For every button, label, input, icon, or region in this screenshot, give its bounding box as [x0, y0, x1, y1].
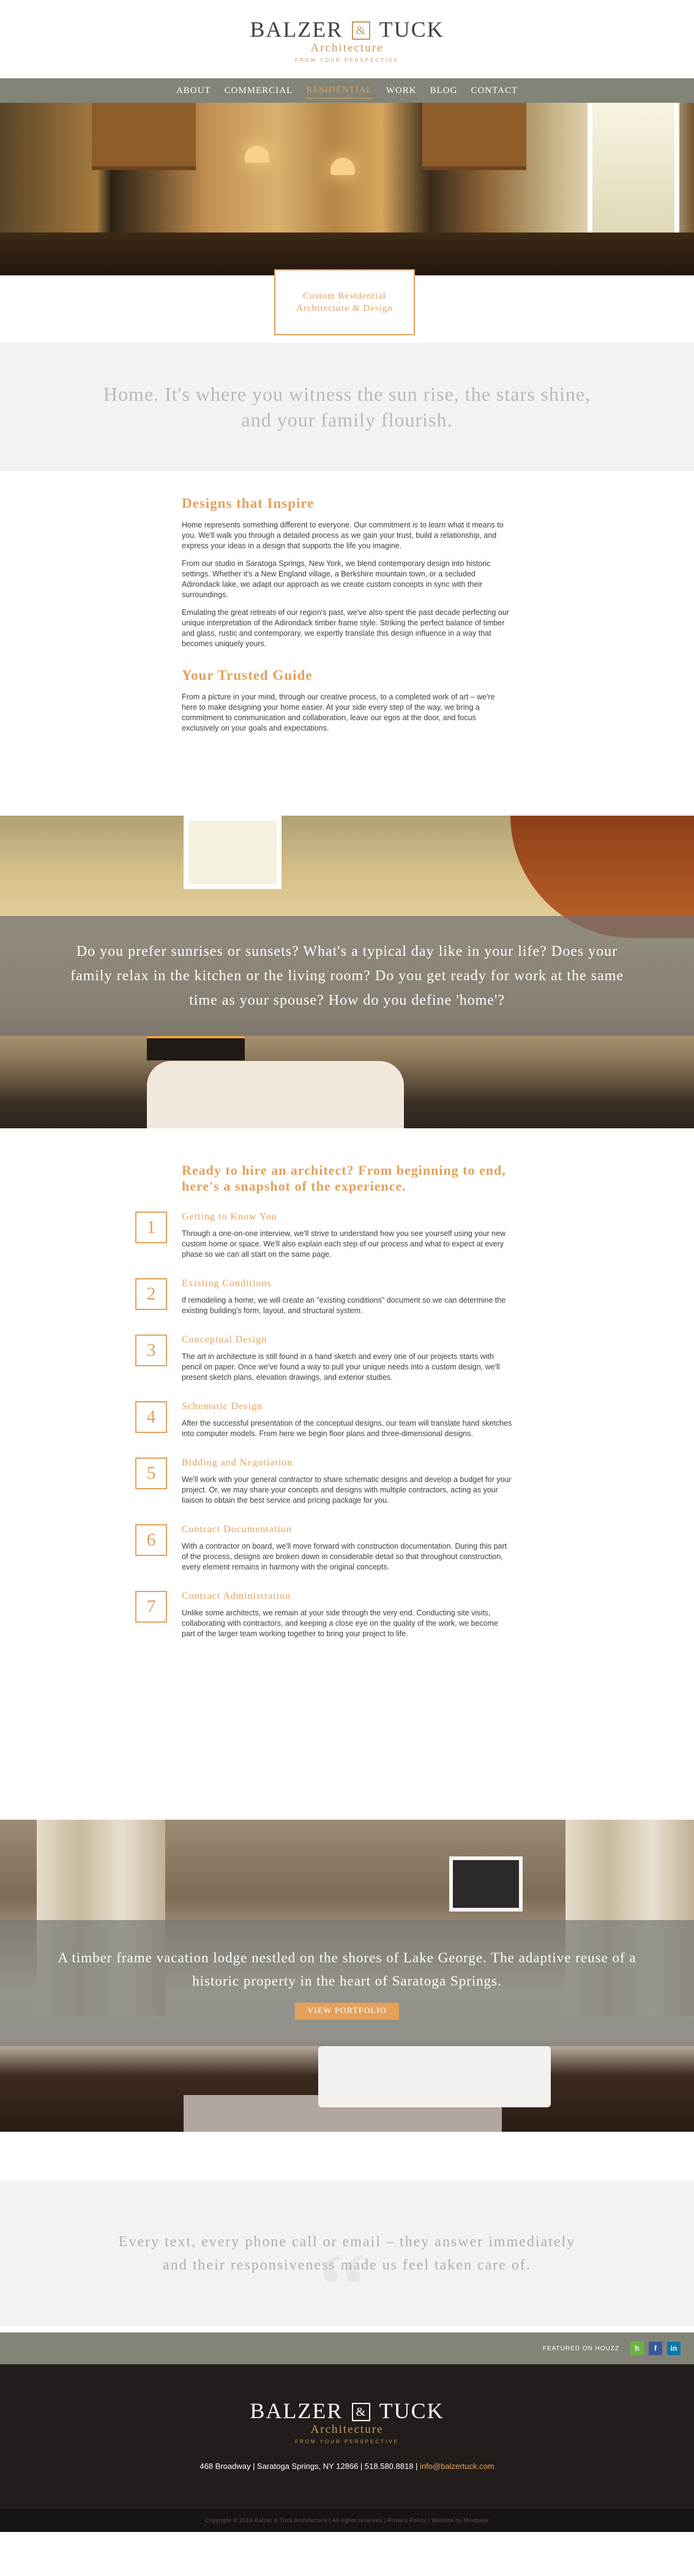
pendant-light — [330, 158, 355, 175]
hero-badge-text: Custom Residential Architecture & Design — [296, 291, 393, 313]
bed — [318, 2046, 551, 2107]
quote-mark-icon: “ — [318, 2230, 367, 2351]
step-title: Existing Conditions — [182, 1278, 272, 1289]
tagline-section — [0, 343, 694, 471]
trusted-guide-heading: Your Trusted Guide — [182, 668, 313, 683]
logo-name-right: TUCK — [379, 17, 444, 42]
step-text: We'll work with your general contractor to share schematic designs and develop a budget for your project. Or, we may share your concepts and designs with multiple contractors, acting as your liaison to obtain the best service and pricing package for you. — [182, 1475, 512, 1505]
step-title: Schematic Design — [182, 1401, 263, 1412]
nav-blog[interactable]: BLOG — [430, 85, 458, 95]
portfolio-overlay — [0, 1920, 694, 2046]
process-step — [146, 1212, 512, 1260]
fireplace — [147, 1036, 245, 1060]
nav-residential[interactable]: RESIDENTIAL — [306, 83, 373, 99]
address-text: 468 Broadway | Saratoga Springs, NY 12866 | 518.580.8818 | — [200, 2462, 418, 2471]
nav-work[interactable]: WORK — [386, 85, 417, 95]
featured-on-houzz: FEATURED ON HOUZZ — [542, 2345, 619, 2352]
process-step — [146, 1401, 512, 1439]
process-step — [146, 1457, 512, 1506]
step-text: The art in architecture is still found in a hand sketch and every one of our projects starts with pencil on paper. Once we've found a way to pull your unique needs into a custom design, we'll present sketch plans, elevation drawings, and exterior studies. — [182, 1352, 500, 1382]
hero-badge-wrap — [0, 275, 694, 343]
logo-name-left: BALZER — [250, 2399, 343, 2423]
nav-about[interactable]: ABOUT — [176, 85, 211, 95]
logo-subtitle: Architecture — [310, 42, 384, 54]
footer-logo-subtitle: Architecture — [310, 2423, 384, 2436]
step-text: Unlike some architects, we remain at your side through the very end. Conducting site visits, collaborating with contractors, and keeping a close eye on the quality of the work, we become part of the larger team working together to bring your project to life. — [182, 1609, 498, 1638]
site-header — [0, 0, 694, 78]
hero-badge — [274, 269, 415, 335]
quote-overlay — [0, 916, 694, 1036]
step-number: 7 — [135, 1591, 167, 1623]
step-number: 3 — [135, 1335, 167, 1366]
step-title: Bidding and Negotiation — [182, 1457, 293, 1468]
portfolio-text: A timber frame vacation lodge nestled on the shores of Lake George. The adaptive reuse of a historic property in the heart of Saratoga Springs. — [58, 1950, 636, 1989]
logo-tagline: FROM YOUR PERSPECTIVE — [295, 58, 399, 63]
email-link[interactable]: info@balzertuck.com — [420, 2462, 494, 2471]
site-footer — [0, 2364, 694, 2509]
living-room-photo — [0, 816, 694, 1128]
step-title: Conceptual Design — [182, 1335, 267, 1345]
nav-contact[interactable]: CONTACT — [471, 85, 518, 95]
kitchen-cabinet — [92, 103, 196, 170]
step-number: 6 — [135, 1524, 167, 1556]
process-step — [146, 1335, 512, 1383]
intro-section — [182, 471, 512, 816]
sofa — [147, 1061, 404, 1128]
step-number: 2 — [135, 1278, 167, 1310]
facebook-icon[interactable]: f — [649, 2342, 662, 2355]
process-section — [146, 1128, 512, 1820]
logo-ampersand: & — [352, 2403, 370, 2421]
copyright-text: Copyright © 2019 Balzer & Tuck Architecture | All rights reserved | Privacy Policy | Website by Mindpepr — [204, 2517, 490, 2523]
hero-image — [0, 103, 694, 275]
window — [184, 816, 282, 889]
footer-address — [0, 2462, 694, 2471]
nav-commercial[interactable]: COMMERCIAL — [224, 85, 293, 95]
step-number: 1 — [135, 1212, 167, 1243]
bedroom-photo — [0, 1820, 694, 2132]
step-title: Contract Documentation — [182, 1524, 292, 1535]
step-text: With a contractor on board, we'll move forward with construction documentation. During this part of the process, designs are broken down in considerable detail so that throughout construction, every element remains in harmony with the original concepts. — [182, 1542, 507, 1571]
houzz-icon[interactable]: h — [630, 2342, 644, 2355]
process-step — [146, 1278, 512, 1316]
kitchen-cabinet — [422, 103, 526, 170]
intro-paragraph: Home represents something different to everyone. Our commitment is to learn what it means to you. We'll walk you through a detailed process as we gain your trust, build a relationship, and express your ideas in a design that supports the life you imagine. — [182, 521, 504, 550]
intro-paragraph: From our studio in Saratoga Springs, New York, we blend contemporary design into historic settings. Whether it's a New England village, a Berkshire mountain town, or a secluded Adirondack lake, we adapt our approach as we create custom concepts in sync with their surroundings. — [182, 559, 491, 599]
process-step — [146, 1524, 512, 1573]
logo-name-right: TUCK — [379, 2399, 444, 2423]
quote-text: Do you prefer sunrises or sunsets? What's a typical day like in your life? Does your family relax in the kitchen or the living room? Do you get ready for work at the same time as your spouse? How do you define 'home'? — [70, 944, 624, 1008]
footer-logo[interactable] — [0, 2399, 694, 2423]
site-logo[interactable] — [0, 17, 694, 42]
footer-copyright-bar — [0, 2509, 694, 2532]
linkedin-icon[interactable]: in — [667, 2342, 681, 2355]
process-step — [146, 1591, 512, 1639]
step-title: Getting to Know You — [182, 1212, 277, 1222]
view-portfolio-button[interactable]: VIEW PORTFOLIO — [295, 2003, 399, 2020]
process-heading: Ready to hire an architect? From beginning to end, here's a snapshot of the experience. — [182, 1163, 506, 1194]
testimonial-text: Every text, every phone call or email – they answer immediately and their responsiveness made us feel taken care of. — [118, 2234, 576, 2273]
logo-ampersand: & — [352, 21, 370, 40]
footer-logo-tagline: FROM YOUR PERSPECTIVE — [295, 2439, 399, 2444]
step-number: 5 — [135, 1457, 167, 1489]
intro-paragraph: From a picture in your mind, through our creative process, to a completed work of art – we're here to make designing your home easier. At your side every step of the way, we bring a commitment to communication and collaboration, leave our egos at the door, and focus exclusively on your goals and expectations. — [182, 693, 495, 732]
step-title: Contract Administration — [182, 1591, 291, 1601]
designs-heading: Designs that Inspire — [182, 496, 315, 511]
logo-name-left: BALZER — [250, 17, 343, 42]
step-text: If remodeling a home, we will create an "existing conditions" document so we can determine the existing building's form, layout, and structural system. — [182, 1296, 506, 1315]
step-text: Through a one-on-one interview, we'll strive to understand how you see yourself using your new custom home or space. We'll also explain each step of our process and what to expect at every phase so we can all start on the same page. — [182, 1229, 506, 1259]
tagline-text: Home. It's where you witness the sun rise, the stars shine, and your family flourish. — [103, 383, 591, 431]
step-number: 4 — [135, 1401, 167, 1433]
step-text: After the successful presentation of the conceptual designs, our team will translate hand sketches into computer models. From here we begin floor plans and three-dimensional designs. — [182, 1419, 512, 1438]
pendant-light — [245, 146, 269, 163]
intro-paragraph: Emulating the great retreats of our region's past, we've also spent the past decade perfecting our unique interpretation of the Adirondack timber frame style. Striking the perfect balance of timber and glass, rustic and contemporary, we expertly translate this design influence in a way that becomes uniquely yours. — [182, 608, 509, 648]
wall-art — [449, 1856, 523, 1912]
main-nav — [0, 78, 694, 103]
